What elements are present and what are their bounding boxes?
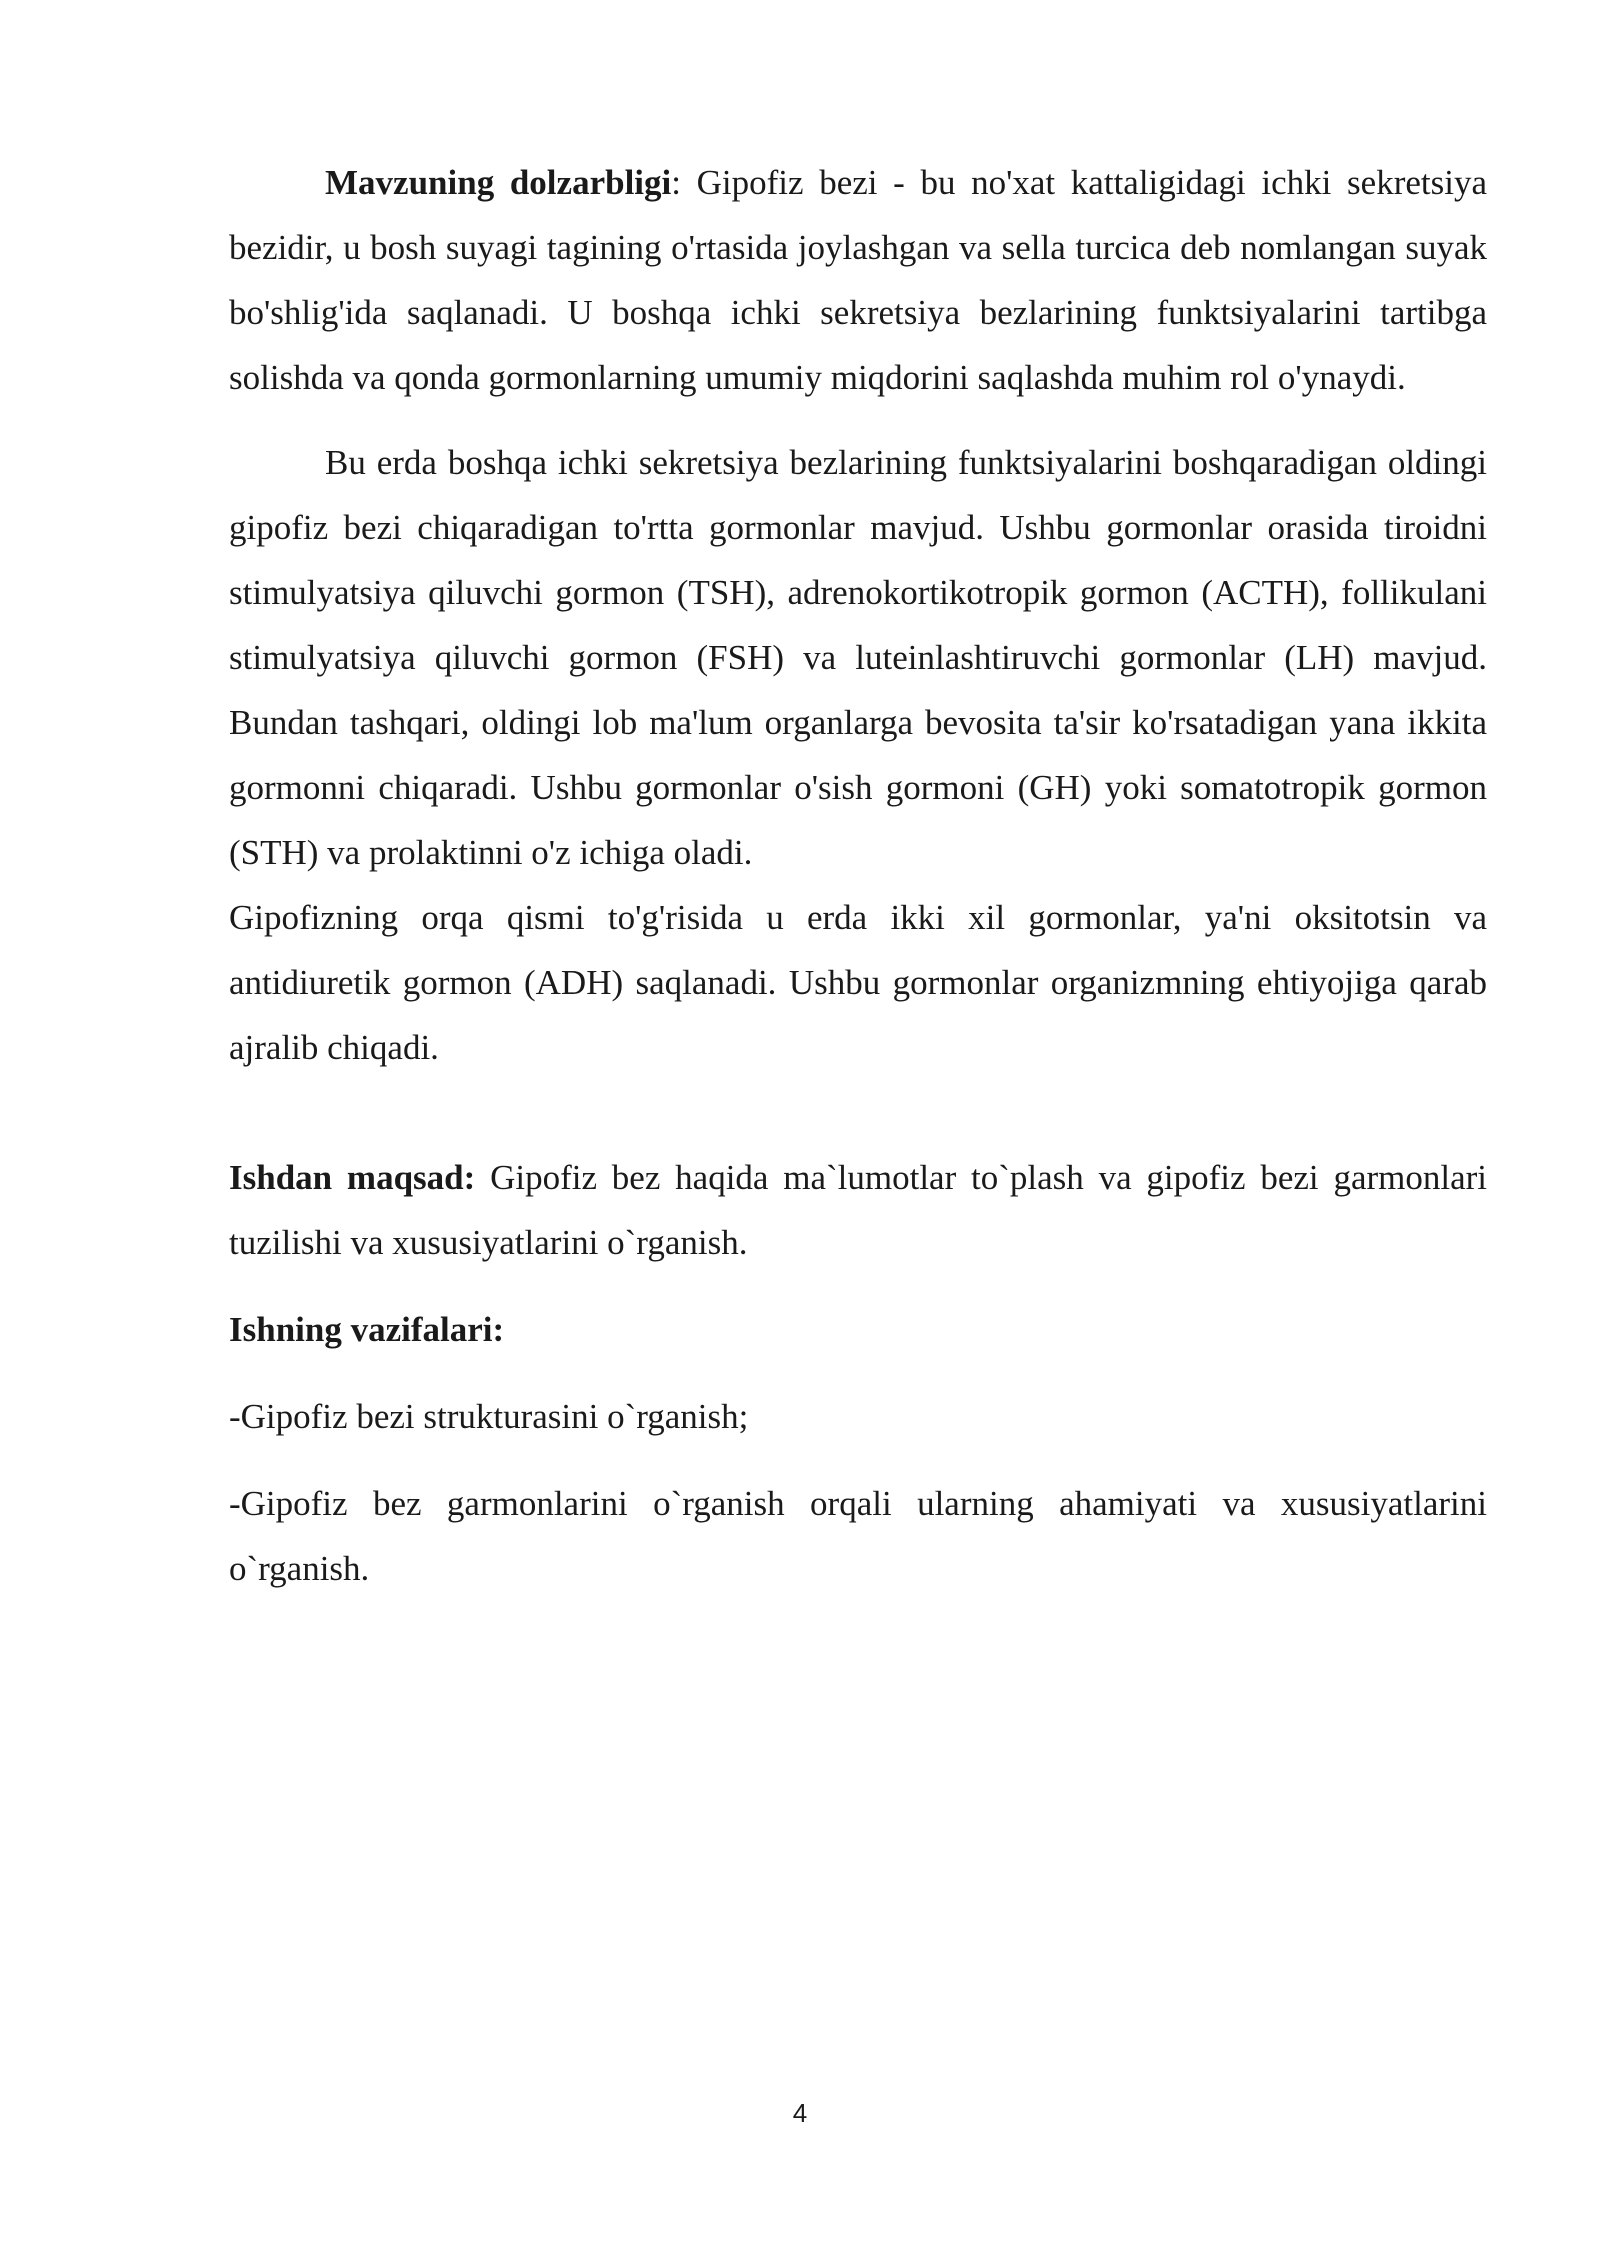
goal-heading: Ishdan maqsad: (229, 1158, 476, 1197)
posterior-pituitary-paragraph: Gipofizning orqa qismi to'g'risida u erda ikki xil gormonlar, ya'ni oksitotsin va antidiuretik gormon (ADH) saqlanadi. Ushbu gormonlar organizmning ehtiyojiga qarab ajralib chiqadi. (229, 898, 1487, 1067)
page-number: 4 (792, 2098, 808, 2128)
anterior-pituitary-paragraph: Bu erda boshqa ichki sekretsiya bezlarining funktsiyalarini boshqaradigan oldingi gipofiz bezi chiqaradigan to'rtta gormonlar mavjud. Ushbu gormonlar orasida tiroidni stimulyatsiya qiluvchi gormon (TSH), adrenokortikotropik gormon (ACTH), follikulani stimulyatsiya qiluvchi gormon (FSH) va luteinlashtiruvchi gormonlar (LH) mavjud. Bundan tashqari, oldingi lob ma'lum organlarga bevosita ta'sir ko'rsatadigan yana ikkita gormonni chiqaradi. Ushbu gormonlar o'sish gormoni (GH) yoki somatotropik gormon (STH) va prolaktinni o'z ichiga oladi. (229, 443, 1487, 872)
task-item: -Gipofiz bezi strukturasini o`rganish; (229, 1397, 749, 1436)
relevance-heading: Mavzuning dolzarbligi (325, 163, 672, 202)
relevance-text: : Gipofiz bezi - bu no'xat kattaligidagi ichki sekretsiya bezidir, u bosh suyagi tagining o'rtasida joylashgan va sella turcica deb nomlangan suyak bo'shlig'ida saqlanadi. U boshqa ichki sekretsiya bezlarining funktsiyalarini tartibga solishda va qonda gormonlarning umumiy miqdorini saqlashda muhim rol o'ynaydi. (229, 163, 1487, 397)
relevance-paragraph (229, 150, 1487, 410)
task-item: -Gipofiz bez garmonlarini o`rganish orqali ularning ahamiyati va xususiyatlarini o`rganish. (229, 1484, 1487, 1588)
goal-text: Gipofiz bez haqida ma`lumotlar to`plash va gipofiz bezi garmonlari tuzilishi va xususiyatlarini o`rganish. (229, 1158, 1487, 1262)
tasks-heading: Ishning vazifalari: (229, 1310, 505, 1349)
goal-paragraph (229, 1145, 1487, 1275)
document-page (229, 150, 1487, 1601)
